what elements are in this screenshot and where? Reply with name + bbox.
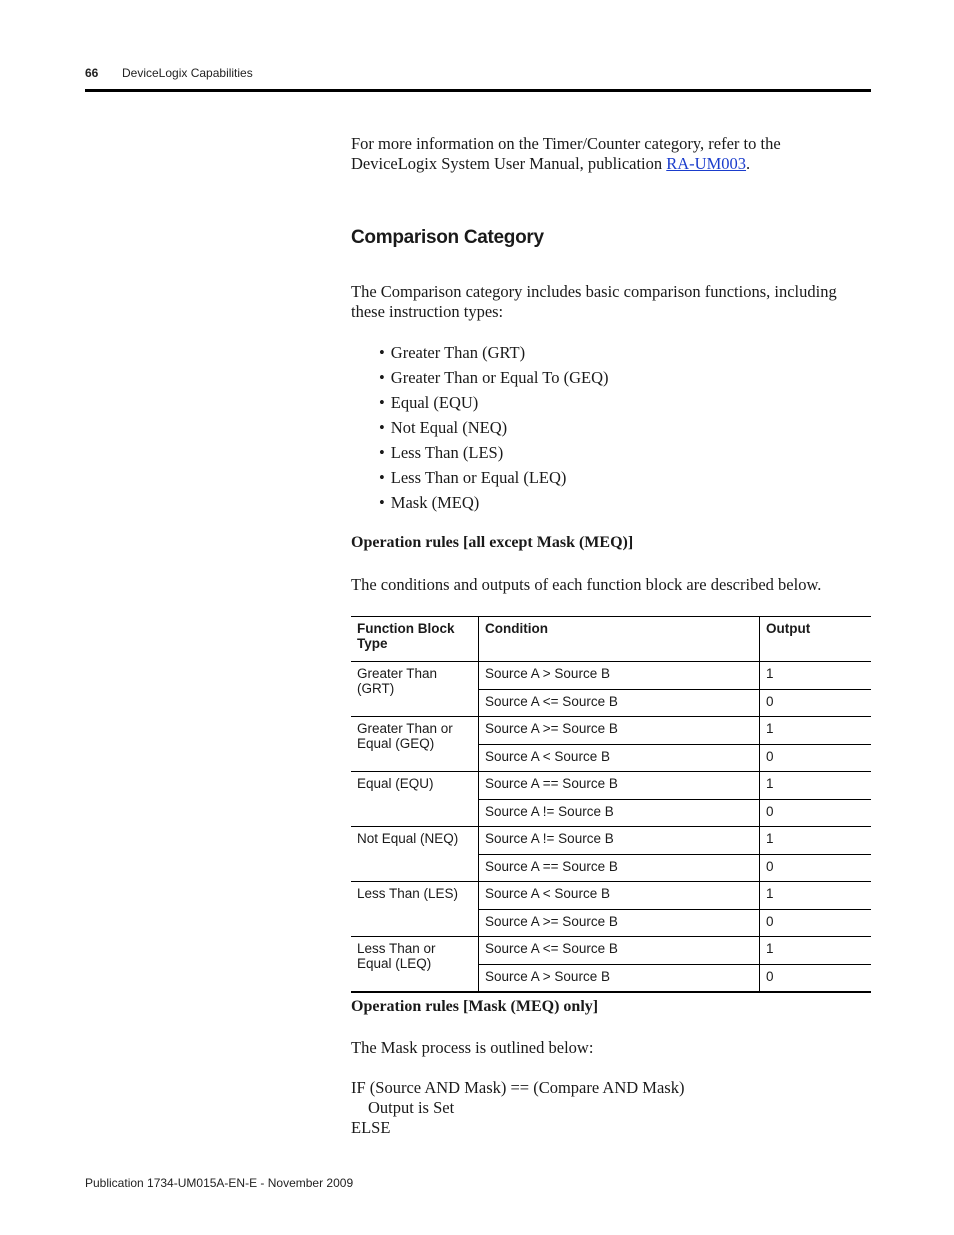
output-cell: 1 [760,882,872,910]
intro-period: . [746,154,751,173]
intro-paragraph [351,134,851,174]
list-item: • Less Than (LES) [379,442,608,467]
condition-cell: Source A < Source B [479,882,760,910]
condition-cell: Source A < Source B [479,744,760,772]
table-row [351,772,871,800]
header-condition: Condition [479,617,760,662]
function-block-type: Equal (EQU) [351,772,479,827]
table-row [351,717,871,745]
table-row [351,827,871,855]
function-block-type: Not Equal (NEQ) [351,827,479,882]
function-block-type: Greater Than (GRT) [351,662,479,717]
instruction-type-list [379,342,608,517]
output-cell: 1 [760,662,872,690]
condition-cell: Source A == Source B [479,854,760,882]
output-cell: 0 [760,689,872,717]
output-cell: 0 [760,854,872,882]
header-output: Output [760,617,872,662]
list-item: • Less Than or Equal (LEQ) [379,467,608,492]
condition-cell: Source A <= Source B [479,689,760,717]
list-item: • Mask (MEQ) [379,492,608,517]
rules2-description: The Mask process is outlined below: [351,1038,594,1057]
table-row [351,937,871,965]
section-title: Comparison Category [351,227,544,248]
code-line: ELSE [351,1118,391,1137]
condition-cell: Source A <= Source B [479,937,760,965]
chapter-title: DeviceLogix Capabilities [122,66,253,80]
condition-cell: Source A == Source B [479,772,760,800]
output-cell: 1 [760,827,872,855]
list-item: • Not Equal (NEQ) [379,417,608,442]
output-cell: 1 [760,717,872,745]
condition-cell: Source A > Source B [479,662,760,690]
output-cell: 0 [760,909,872,937]
condition-cell: Source A >= Source B [479,717,760,745]
output-cell: 0 [760,799,872,827]
page-number: 66 [85,66,99,80]
condition-cell: Source A != Source B [479,799,760,827]
rules2-heading: Operation rules [Mask (MEQ) only] [351,998,599,1015]
section-paragraph: The Comparison category includes basic comparison functions, including these instruction types: [351,282,837,321]
code-line: IF (Source AND Mask) == (Compare AND Mask) [351,1078,685,1097]
comparison-table [351,616,871,993]
function-block-type: Less Than (LES) [351,882,479,937]
publication-footer: Publication 1734-UM015A-EN-E - November 2009 [85,1176,354,1190]
header-rule [85,89,871,92]
intro-text: For more information on the Timer/Counter category, refer to the DeviceLogix System User Manual, publication [351,134,781,173]
table-header-row [351,617,871,662]
rules1-heading: Operation rules [all except Mask (MEQ)] [351,534,634,551]
condition-cell: Source A > Source B [479,964,760,992]
mask-pseudocode [351,1078,684,1138]
condition-cell: Source A >= Source B [479,909,760,937]
rules1-description: The conditions and outputs of each function block are described below. [351,575,822,594]
page-header [85,66,253,80]
function-block-type: Greater Than or Equal (GEQ) [351,717,479,772]
function-block-type: Less Than or Equal (LEQ) [351,937,479,993]
output-cell: 0 [760,964,872,992]
table-row [351,662,871,690]
header-function-block-type: Function Block Type [351,617,479,662]
condition-cell: Source A != Source B [479,827,760,855]
output-cell: 1 [760,772,872,800]
list-item: • Greater Than or Equal To (GEQ) [379,367,608,392]
code-line: Output is Set [368,1098,455,1117]
output-cell: 1 [760,937,872,965]
list-item: • Equal (EQU) [379,392,608,417]
output-cell: 0 [760,744,872,772]
table-row [351,882,871,910]
ra-um003-link[interactable]: RA-UM003 [666,154,747,173]
list-item: • Greater Than (GRT) [379,342,608,367]
